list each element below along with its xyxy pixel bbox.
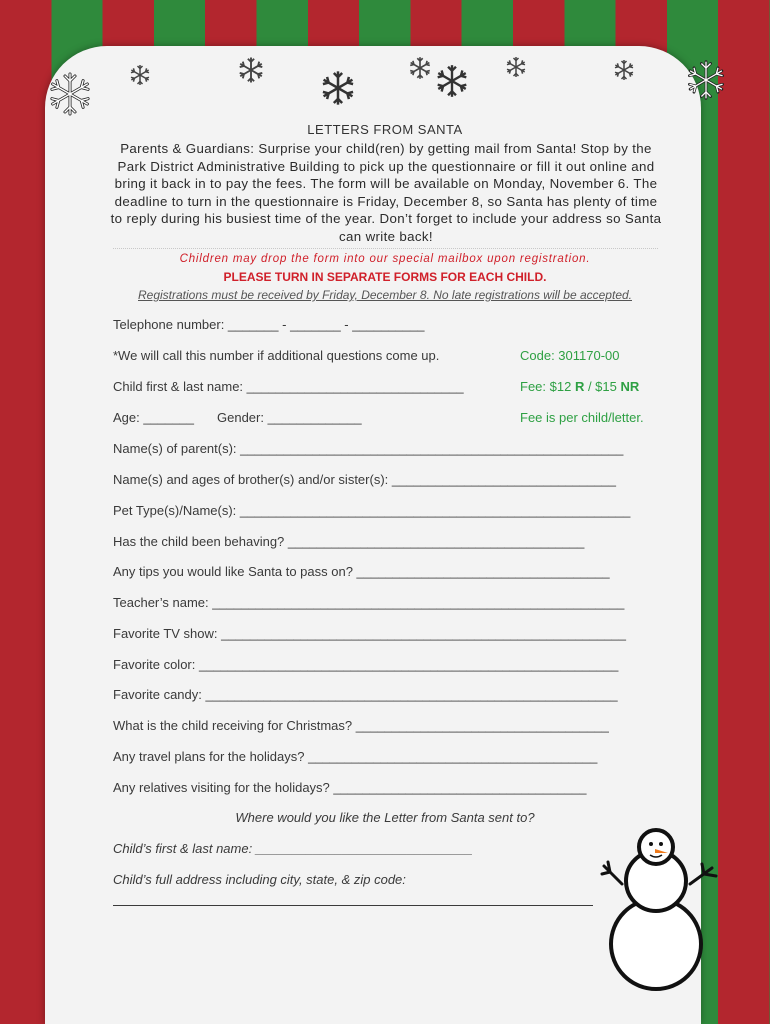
- tv-show-field[interactable]: Favorite TV show: ________________________________________________________: [113, 626, 627, 641]
- snowflake-icon: [504, 55, 528, 79]
- deadline-notice: Registrations must be received by Friday, December 8. No late registrations will be accepted.: [138, 288, 632, 302]
- age-field[interactable]: Age: _______: [113, 410, 194, 425]
- snowman-icon: [598, 826, 723, 1001]
- candy-field[interactable]: Favorite candy: _________________________________________________________: [113, 687, 618, 702]
- child-name-field[interactable]: Child first & last name: ______________________________: [113, 379, 464, 394]
- pets-field[interactable]: Pet Type(s)/Name(s): ______________________________________________________: [113, 503, 631, 518]
- separate-forms-notice: PLEASE TURN IN SEPARATE FORMS FOR EACH CHILD.: [223, 270, 547, 284]
- call-note: *We will call this number if additional questions come up.: [113, 348, 440, 363]
- snowflake-icon: [46, 70, 94, 118]
- page-title: LETTERS FROM SANTA: [307, 122, 463, 137]
- fee-prefix: Fee: $12: [520, 379, 575, 394]
- christmas-field[interactable]: What is the child receiving for Christmas? ___________________________________: [113, 718, 609, 733]
- fee-resident: R: [574, 379, 585, 394]
- snowflake-icon: [236, 55, 266, 85]
- mailing-address-label: Child’s full address including city, state, & zip code:: [113, 872, 406, 887]
- gender-field[interactable]: Gender: _____________: [217, 410, 362, 425]
- travel-field[interactable]: Any travel plans for the holidays? ________________________________________: [113, 749, 598, 764]
- program-code: Code: 301170-00: [520, 348, 620, 363]
- color-field[interactable]: Favorite color: __________________________________________________________: [113, 657, 619, 672]
- siblings-field[interactable]: Name(s) and ages of brother(s) and/or sister(s): _______________________________: [113, 472, 617, 487]
- snowflake-icon: [433, 62, 471, 100]
- telephone-field[interactable]: Telephone number: _______ - _______ - __________: [113, 317, 425, 332]
- snowflake-icon: [612, 58, 636, 82]
- parents-field[interactable]: Name(s) of parent(s): _____________________________________________________: [113, 441, 624, 456]
- mailing-name-field[interactable]: Child’s first & last name: ______________________________: [113, 841, 473, 856]
- intro-paragraph: Parents & Guardians: Surprise your child(ren) by getting mail from Santa! Stop by the Park District Administrative Building to pick up the questionnaire or fill it out online and bring it back in to pay the fees. The form will be available on Monday, November 6. The deadline to turn in the questionnaire is Friday, December 8, so Santa has plenty of time to reply during his busiest time of the year. Don’t forget to include your address so Santa can write back!: [110, 141, 662, 244]
- fee-info: [520, 379, 639, 394]
- mailing-question: Where would you like the Letter from Santa sent to?: [235, 810, 535, 825]
- relatives-field[interactable]: Any relatives visiting for the holidays? ___________________________________: [113, 780, 587, 795]
- snowflake-icon: [318, 68, 358, 108]
- snowflake-icon: [684, 58, 728, 102]
- tips-field[interactable]: Any tips you would like Santa to pass on? ___________________________________: [113, 564, 610, 579]
- teacher-field[interactable]: Teacher’s name: _________________________________________________________: [113, 595, 625, 610]
- fee-note: Fee is per child/letter.: [520, 410, 644, 425]
- fee-mid: / $15: [584, 379, 621, 394]
- dropbox-notice: Children may drop the form into our special mailbox upon registration.: [179, 253, 591, 265]
- snowflake-icon: [407, 55, 433, 81]
- snowflake-icon: [128, 63, 152, 87]
- fee-nonresident: NR: [620, 379, 640, 394]
- behaving-field[interactable]: Has the child been behaving? _________________________________________: [113, 534, 585, 549]
- divider: [113, 248, 658, 249]
- address-line[interactable]: [113, 905, 593, 906]
